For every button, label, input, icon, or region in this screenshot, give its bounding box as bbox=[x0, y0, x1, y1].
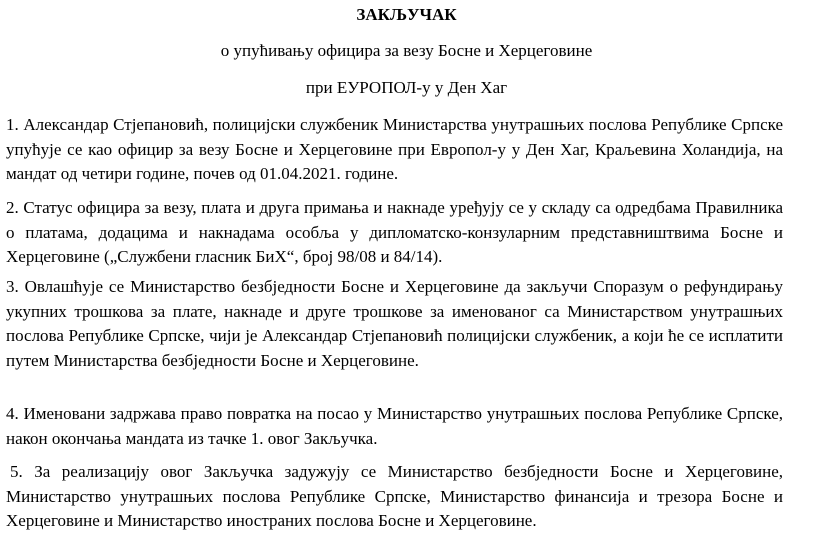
paragraph-3: 3. Овлашћује се Министарство безбједности Босне и Херцеговине да закључи Споразум о рефундирању укупних трошкова за плате, накнаде и друге трошкове за именованог са Министарством унутрашњих послова Републике Српске, чији је Александар Стјепановић полицијски службеник, а који ће се исплатити путем Министарства безбједности Босне и Херцеговине. bbox=[6, 277, 783, 370]
paragraph-4: 4. Именовани задржава право повратка на посао у Министарство унутрашњих послова Републике Српске, након окончања мандата из тачке 1. овог Закључка. bbox=[6, 404, 783, 448]
paragraph-5 bbox=[6, 460, 783, 534]
document-subtitle-line2: при ЕУРОПОЛ-у у Ден Хаг bbox=[305, 78, 508, 97]
paragraph-5-text: 5. За реализацију овог Закључка задужују се Министарство безбједности Босне и Херцеговине, Министарство унутрашњих послова Републике Српске, Министарство финансија и трезора Босне и Херцеговине и Министарство иностраних послова Босне и Херцеговине. bbox=[6, 462, 783, 530]
document-subtitle-line1: о упућивању официра за везу Босне и Херцеговине bbox=[220, 41, 593, 60]
document-title: ЗАКЉУЧАК bbox=[356, 5, 457, 24]
paragraph-2: 2. Статус официра за везу, плата и друга примања и накнаде уређују се у складу са одредбама Правилника о платама, додацима и накнадама особља у дипломатско-конзуларним представништвима Босне и Херцеговине („Службени гласник БиХ“, број 98/08 и 84/14). bbox=[6, 198, 783, 266]
paragraph-1: 1. Александар Стјепановић, полицијски службеник Министарства унутрашњих послова Републике Српске упућује се као официр за везу Босне и Херцеговине при Европол-у у Ден Хаг, Краљевина Холандија, на мандат од четири године, почев од 01.04.2021. године. bbox=[6, 115, 783, 183]
